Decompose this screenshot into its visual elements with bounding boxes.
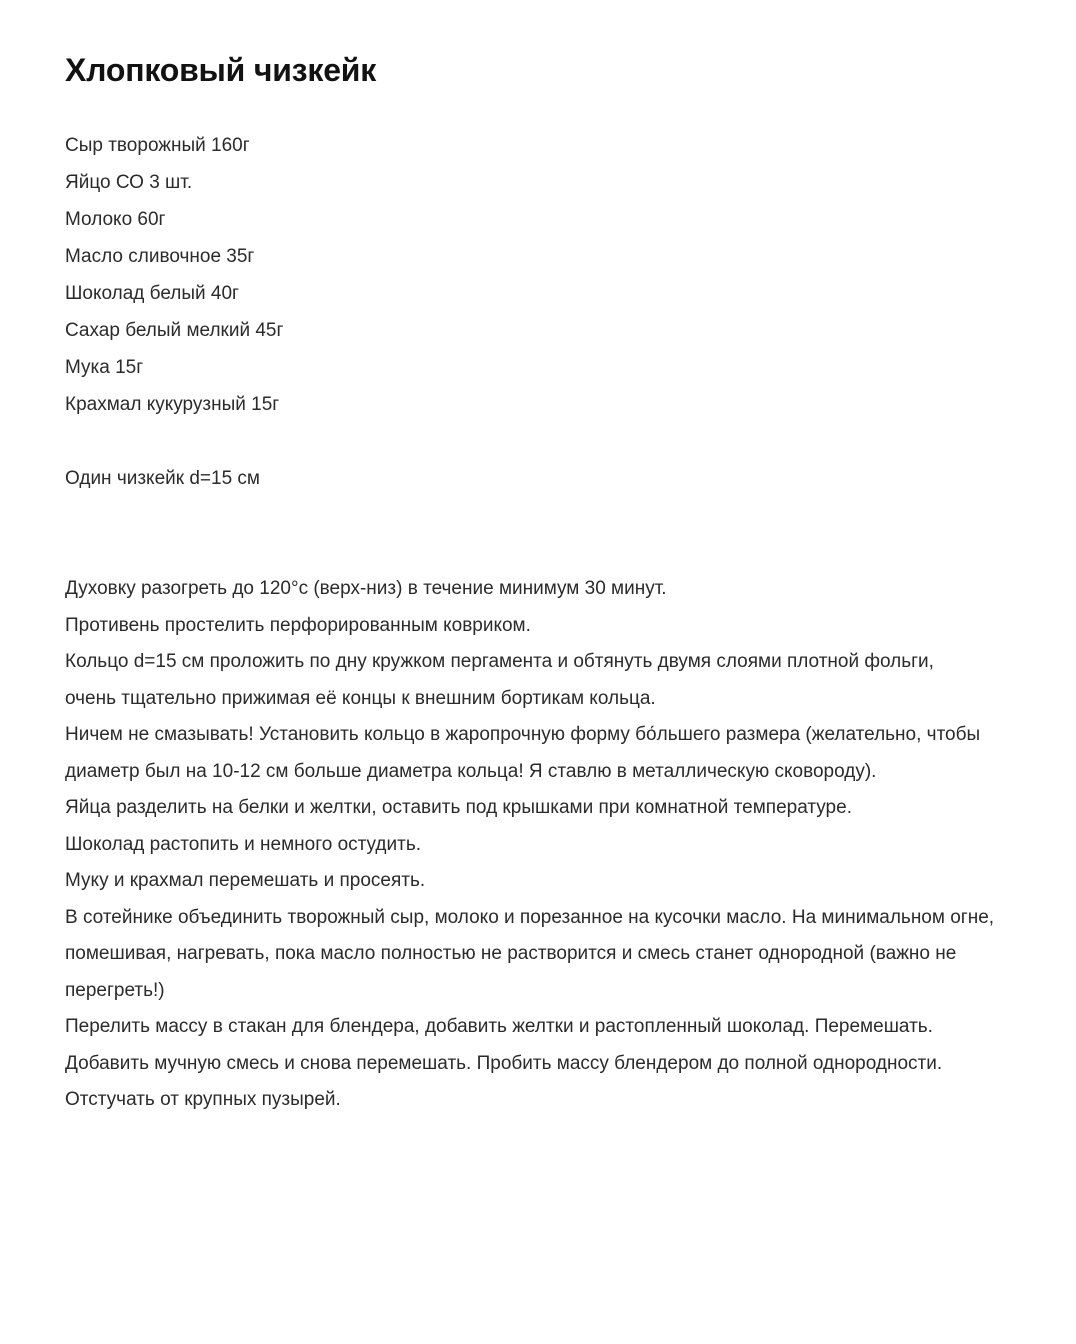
instructions-list (65, 497, 1015, 1119)
ingredient-item: Крахмал кукурузный 15г (65, 394, 280, 415)
instruction-paragraph: Шоколад растопить и немного остудить. (65, 833, 422, 855)
ingredient-item: Мука 15г (65, 357, 144, 378)
yield-line: Один чизкейк d=15 см (65, 468, 260, 489)
ingredients-list (65, 90, 1015, 423)
instruction-paragraph: Яйца разделить на белки и желтки, оставить под крышками при комнатной температуре. (65, 797, 852, 818)
instruction-paragraph: В сотейнике объединить творожный сыр, молоко и порезанное на кусочки масло. На минимальном огне, помешивая, нагревать, пока масло полностью не растворится и смесь станет однородной (важно не перегреть!) (65, 906, 995, 1001)
instruction-paragraph: Противень простелить перфорированным ковриком. (65, 614, 531, 636)
document-content (65, 0, 1015, 1119)
instruction-paragraph: Ничем не смазывать! Установить кольцо в жаропрочную форму бо́льшего размера (желательно, чтобы диаметр был на 10-12 см больше диаметра кольца! Я ставлю в металлическую сковороду). (65, 724, 981, 782)
ingredient-item: Шоколад белый 40г (65, 283, 239, 304)
page-title: Хлопковый чизкейк (65, 52, 377, 88)
yield-block (65, 423, 1015, 497)
ingredient-item: Сахар белый мелкий 45г (65, 320, 284, 341)
instruction-paragraph: Перелить массу в стакан для блендера, добавить желтки и растопленный шоколад. Перемешать. Добавить мучную смесь и снова перемешать. Пробить массу блендером до полной однородности. Отстучать от крупных пузырей. (65, 1016, 943, 1110)
ingredient-item: Сыр творожный 160г (65, 135, 250, 156)
ingredient-item: Яйцо СО 3 шт. (65, 172, 193, 193)
instruction-paragraph: Муку и крахмал перемешать и просеять. (65, 870, 426, 891)
instruction-paragraph: Духовку разогреть до 120°c (верх-низ) в течение минимум 30 минут. (65, 578, 667, 599)
ingredient-item: Масло сливочное 35г (65, 246, 255, 267)
instruction-paragraph: Кольцо d=15 см проложить по дну кружком пергамента и обтянуть двумя слоями плотной фольги, очень тщательно прижимая её концы к внешним бортикам кольца. (65, 651, 934, 709)
ingredient-item: Молоко 60г (65, 209, 166, 230)
